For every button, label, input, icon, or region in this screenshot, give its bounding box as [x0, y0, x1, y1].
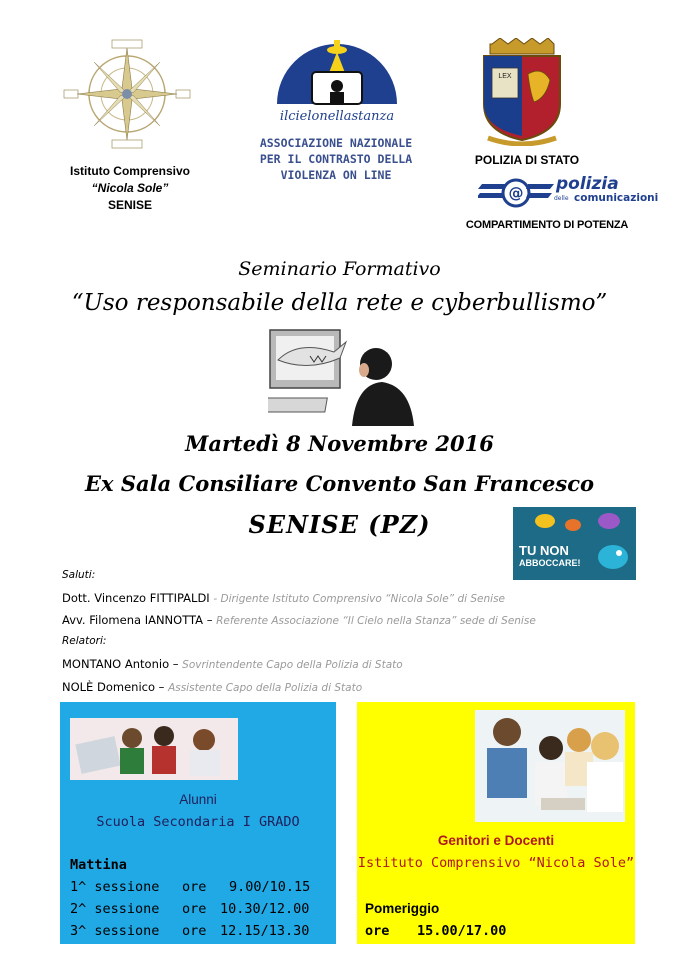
- school-name-block: [40, 163, 220, 214]
- parents-ore: ore: [365, 923, 390, 939]
- school-line-2: “Nicola Sole”: [91, 181, 169, 195]
- event-date: Martedì 8 Novembre 2016: [185, 431, 494, 456]
- family-photo: [475, 710, 625, 822]
- association-line-2: PER IL CONTRASTO DELLA: [259, 152, 413, 166]
- association-logo-wordmark: ilcielonellastanza: [279, 109, 395, 124]
- badge-text: [519, 543, 589, 569]
- badge-line-1: TU NON: [519, 543, 569, 558]
- speakers-label: Relatori:: [62, 635, 107, 647]
- greeting-row: [62, 613, 536, 627]
- session-row: [70, 901, 310, 917]
- session-label: 2^ sessione: [70, 901, 160, 917]
- students-audience: Alunni: [179, 792, 217, 807]
- postal-police-word: polizia: [556, 174, 619, 194]
- greetings-label: Saluti:: [62, 569, 96, 581]
- postal-police-subword: comunicazioni: [574, 192, 659, 204]
- session-ore: ore: [182, 879, 207, 895]
- session-label: 3^ sessione: [70, 923, 160, 939]
- association-name-block: [232, 135, 440, 183]
- greeting-row: [62, 591, 505, 605]
- session-row: [70, 923, 310, 939]
- event-venue: Ex Sala Consiliare Convento San Francesco: [84, 471, 595, 496]
- speaker-role: Assistente Capo della Polizia di Stato: [168, 682, 363, 694]
- event-city: SENISE (PZ): [248, 510, 431, 539]
- badge-line-2: ABBOCCARE!: [519, 558, 581, 568]
- session-time: 12.15/13.30: [220, 923, 310, 939]
- greeting-name: Dott. Vincenzo FITTIPALDI: [62, 591, 210, 605]
- parents-time: 15.00/17.00: [417, 923, 507, 939]
- speaker-row: [62, 680, 362, 694]
- association-line-1: ASSOCIAZIONE NAZIONALE: [259, 136, 413, 150]
- speaker-row: [62, 657, 403, 671]
- session-row: [70, 879, 311, 895]
- session-ore: ore: [182, 923, 207, 939]
- session-ore: ore: [182, 901, 207, 917]
- parents-audience: Genitori e Docenti: [437, 833, 555, 848]
- greeting-name: Avv. Filomena IANNOTTA –: [62, 613, 213, 627]
- association-logo: [272, 38, 402, 126]
- parents-school: Istituto Comprensivo “Nicola Sole”: [357, 855, 635, 871]
- speaker-name: MONTANO Antonio –: [62, 657, 179, 671]
- association-line-3: VIOLENZA ON LINE: [280, 168, 392, 182]
- svg-text:@: @: [508, 184, 524, 202]
- students-school: Scuola Secondaria I GRADO: [96, 814, 300, 830]
- child-at-computer-illustration: [268, 326, 418, 426]
- seminar-title: “Uso responsabile della rete e cyberbullismo”: [71, 290, 608, 316]
- session-time: 10.30/12.00: [220, 901, 310, 917]
- students-photo: [70, 718, 238, 780]
- police-crest-lex: LEX: [498, 73, 512, 80]
- school-compass-logo: [62, 38, 192, 150]
- school-line-3: SENISE: [107, 198, 152, 212]
- speaker-name: NOLÈ Domenico –: [62, 680, 165, 694]
- students-period: Mattina: [70, 857, 127, 873]
- school-line-1: Istituto Comprensivo: [69, 164, 190, 178]
- session-label: 1^ sessione: [70, 879, 160, 895]
- parents-period: Pomeriggio: [365, 901, 440, 916]
- postal-police-logo: [478, 174, 659, 210]
- greeting-role: - Dirigente Istituto Comprensivo “Nicola Sole” di Senise: [213, 593, 506, 605]
- students-session-box: [60, 702, 336, 944]
- police-compartment: COMPARTIMENTO DI POTENZA: [465, 219, 629, 231]
- greeting-role: Referente Associazione “Il Cielo nella Stanza” sede di Senise: [216, 615, 536, 627]
- tu-non-abboccare-badge: [513, 507, 636, 580]
- speaker-role: Sovrintendente Capo della Polizia di Stato: [182, 659, 403, 671]
- seminar-label: Seminario Formativo: [238, 258, 441, 280]
- postal-police-prefix: delle: [554, 195, 569, 202]
- police-title: POLIZIA DI STATO: [474, 153, 580, 167]
- police-crest-logo: [474, 38, 570, 146]
- parents-session-row: [365, 923, 507, 939]
- session-time: 9.00/10.15: [229, 879, 311, 895]
- parents-session-box: [357, 702, 635, 944]
